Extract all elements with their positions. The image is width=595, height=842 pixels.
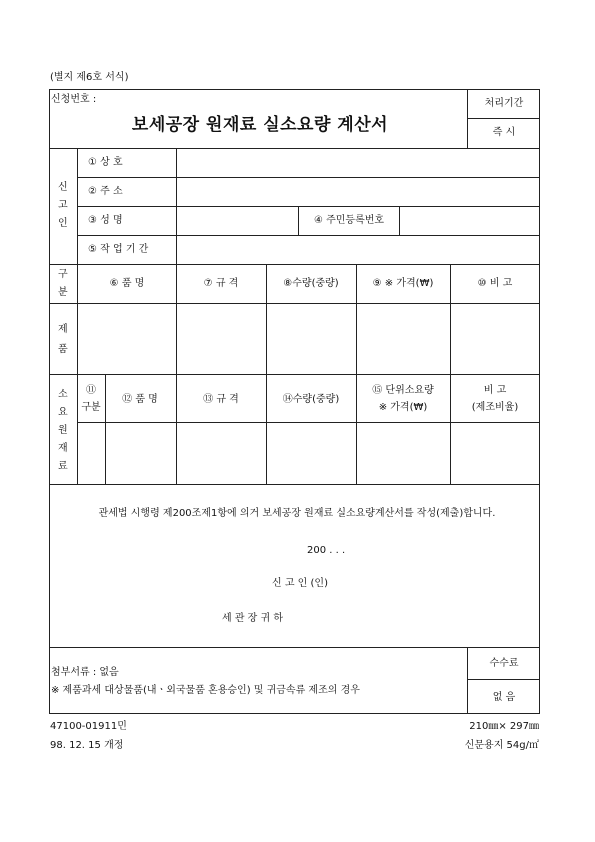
form-id-label: (별지 제6호 서식) (50, 72, 129, 83)
declarant-label-2: 고 (58, 200, 68, 211)
manufacturing-ratio-header: (제조비율) (471, 402, 519, 413)
grid-line (399, 206, 400, 235)
product-name-header: ⑥ 품 명 (109, 278, 145, 289)
grid-line (467, 118, 540, 119)
grid-line (49, 484, 540, 485)
product-quantity-header: ⑧수량(중량) (283, 278, 339, 289)
material-category-number: ⑪ (86, 385, 96, 396)
category-label-2: 분 (58, 287, 68, 298)
product-spec-header: ⑦ 규 격 (203, 278, 239, 289)
paper-type: 신문용지 54g/㎡ (464, 740, 539, 751)
revision-date: 98. 12. 15 개정 (50, 740, 124, 751)
material-spec-header: ⑬ 규 격 (203, 394, 239, 405)
material-category-header: 구분 (81, 402, 101, 413)
declarant-label-1: 신 (58, 182, 68, 193)
form-title: 보세공장 원재료 실소요량 계산서 (131, 115, 389, 135)
product-remarks-header: ⑩ 비 고 (477, 278, 513, 289)
grid-line (105, 374, 106, 484)
grid-line (77, 206, 540, 207)
address-label: ② 주 소 (88, 186, 123, 197)
attachments-label: 첨부서류 : 없음 (51, 667, 119, 678)
form-code: 47100-01911민 (50, 721, 127, 732)
material-label-4: 재 (58, 443, 68, 454)
category-label-1: 구 (58, 269, 68, 280)
grid-line (49, 303, 540, 304)
grid-line (467, 647, 468, 714)
declarant-label-3: 인 (58, 218, 68, 229)
material-label-2: 요 (58, 407, 68, 418)
material-label-5: 료 (58, 461, 68, 472)
declaration-statement: 관세법 시행령 제200조제1항에 의거 보세공장 원재료 실소요량계산서를 작성(제출)합니다. (98, 508, 496, 519)
material-quantity-header: ⑭수량(중량) (282, 394, 340, 405)
grid-line (298, 206, 299, 235)
material-price-header: ※ 가격(₩) (378, 402, 428, 413)
grid-line (467, 679, 540, 680)
resident-number-label: ④ 주민등록번호 (313, 215, 385, 226)
grid-line (77, 177, 540, 178)
grid-line (49, 374, 540, 375)
grid-line (176, 264, 177, 374)
grid-line (49, 264, 540, 265)
product-price-header: ⑨ ※ 가격(₩) (372, 278, 434, 289)
material-label-3: 원 (58, 425, 68, 436)
grid-line (176, 374, 177, 484)
addressee: 세 관 장 귀 하 (222, 613, 284, 624)
processing-period-value: 즉 시 (492, 127, 516, 138)
application-no-label: 신청번호 : (51, 94, 97, 105)
material-remarks-header: 비 고 (483, 385, 507, 396)
grid-line (49, 148, 540, 149)
grid-line (77, 235, 540, 236)
processing-period-label: 처리기간 (484, 98, 524, 109)
grid-line (77, 422, 540, 423)
fee-label: 수수료 (489, 658, 519, 669)
product-label-2: 품 (58, 344, 68, 355)
name-label: ③ 성 명 (88, 215, 123, 226)
product-label-1: 제 (58, 324, 68, 335)
work-period-label: ⑤ 작 업 기 간 (88, 244, 149, 255)
declarant-signature: 신 고 인 (인) (272, 578, 328, 589)
material-name-header: ⑫ 품 명 (122, 394, 158, 405)
trade-name-label: ① 상 호 (88, 157, 123, 168)
paper-size: 210㎜× 297㎜ (469, 721, 539, 732)
applicability-note: ※ 제품과세 대상물품(내ㆍ외국물품 혼용승인) 및 귀금속류 제조의 경우 (51, 685, 360, 696)
declaration-date: 200 . . . (307, 545, 346, 556)
unit-requirement-header: ⑮ 단위소요량 (372, 385, 434, 396)
material-label-1: 소 (58, 389, 68, 400)
fee-value: 없 음 (492, 692, 516, 703)
